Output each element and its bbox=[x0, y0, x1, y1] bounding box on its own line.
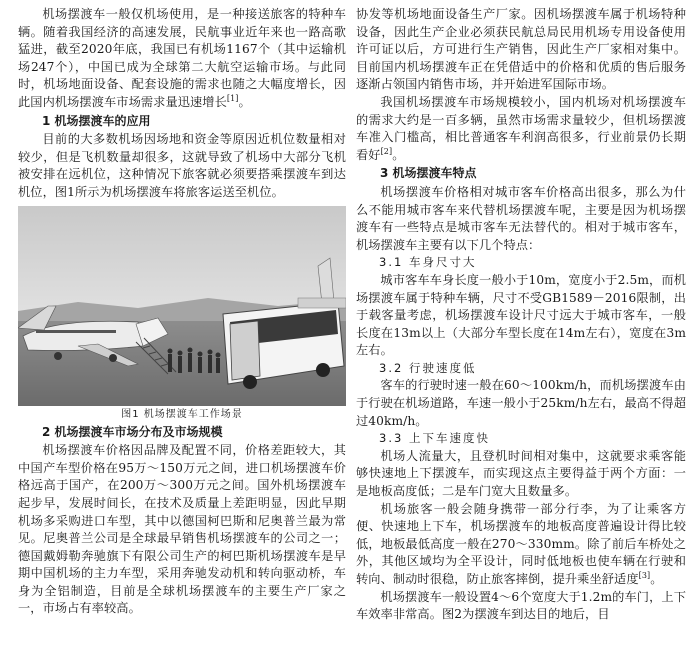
section-3-3-paragraph-1: 机场人流量大，且登机时间相对集中，这就要求乘客能够快速地上下摆渡车，而实现这点主要得益于两个方面：一是地板高度低；二是车门宽大且数量多。 bbox=[356, 448, 686, 499]
section-3-2-paragraph: 客车的行驶时速一般在60～100km/h，而机场摆渡车由于行驶在机场道路，车速一般小于25km/h左右，最高不得超过40km/h。 bbox=[356, 378, 686, 428]
section-3-2-heading: 3.2 行驶速度低 bbox=[379, 360, 477, 375]
section-1-heading: 1 机场摆渡车的应用 bbox=[42, 113, 151, 128]
figure-1-caption: 图1 机场摆渡车工作场景 bbox=[121, 408, 243, 420]
right-column bbox=[356, 6, 686, 624]
section-3-3-heading: 3.3 上下车速度快 bbox=[379, 431, 490, 446]
citation-3: [3] bbox=[638, 570, 651, 580]
section-3-3-paragraph-3: 机场摆渡车一般设置4～6个宽度大于1.2m的车门，上下车效率非常高。图2为摆渡车到达目的地后，目 bbox=[356, 589, 686, 622]
continued-paragraph: 协发等机场地面设备生产厂家。因机场摆渡车属于机场特种设备，因此生产企业必须获民航总局民用机场专用设备使用许可证以后，方可进行生产销售，因此生产厂家相对集中。目前国内机场摆渡车正在凭借适中的价格和优质的售后服务逐渐占领国内销售市场，并开始进军国际市场。 bbox=[356, 7, 686, 92]
market-paragraph: 我国机场摆渡车市场规模较小，国内机场对机场摆渡车的需求大约是一百多辆，虽然市场需求量较少，但机场摆渡车准入门槛高，相比普通客车利润高很多，行业前景仍长期看好[2]。 bbox=[356, 94, 686, 162]
left-column bbox=[18, 6, 346, 618]
section-3-paragraph: 机场摆渡车价格相对城市客车价格高出很多，那么为什么不能用城市客车来代替机场摆渡车呢，主要是因为机场摆渡车有一些特点是城市客车无法替代的。相对于城市客车，机场摆渡车主要有以下几个特点： bbox=[356, 184, 686, 252]
intro-paragraph: 机场摆渡车一般仅机场使用，是一种接送旅客的特种车辆。随着我国经济的高速发展，民航事业近年来也一路高歌猛进，截至2020年底，我国已有机场1167个（其中运输机场247个），中国已成为全球第二大航空运输市场。与此同时，机场地面设备、配套设施的需求也随之大幅度增长，因此国内机场摆渡车市场需求量迅速增长[1]。 bbox=[18, 7, 346, 109]
section-3-3-paragraph-2: 机场旅客一般会随身携带一部分行李，为了让乘客方便、快速地上下车，机场摆渡车的地板高度普遍设计得比较低，地板最低高度一般在270～330mm。除了前后车桥处之外，其他区域均为全平设计，同时低地板也使车辆在行驶和转向、制动时很稳，防止旅客摔倒，提升乘坐舒适度[3]。 bbox=[356, 501, 686, 586]
section-2-heading: 2 机场摆渡车市场分布及市场规模 bbox=[42, 424, 223, 439]
citation-1: [1] bbox=[226, 93, 239, 103]
figure-1-photo bbox=[18, 206, 346, 406]
citation-2: [2] bbox=[380, 146, 393, 156]
airport-shuttle-photo bbox=[18, 206, 346, 406]
section-1-paragraph: 目前的大多数机场因场地和资金等原因近机位数量相对较少，但是飞机数量却很多，这就导致了机场中大部分飞机被安排在远机位，这种情况下旅客就必须要搭乘摆渡车到达机位，图1所示为机场摆渡车将旅客运送至机位。 bbox=[18, 132, 346, 199]
section-3-1-heading: 3.1 车身尺寸大 bbox=[379, 255, 477, 270]
section-3-heading: 3 机场摆渡车特点 bbox=[380, 166, 477, 181]
section-2-paragraph: 机场摆渡车价格因品牌及配置不同，价格差距较大，其中国产车型价格在95万～150万元之间，进口机场摆渡车价格远高于国产，在200万～300万元之间。国外机场摆渡车起步早，发展时间长，在技术及质量上差距明显，因此早期机场多采购进口车型，其中以德国柯巴斯和尼奥普兰最为常见。尼奥普兰公司是全球最早销售机场摆渡车的公司之一；德国戴姆勒奔驰旗下有限公司生产的柯巴斯机场摆渡车是早期中国机场的主力车型，采用奔驰发动机和转向驱动桥，车身为全铝制造，目前是全球机场摆渡车的主要生产厂家之一，市场占有率较高。 bbox=[18, 443, 346, 616]
section-3-1-paragraph: 城市客车车身长度一般小于10m，宽度小于2.5m，而机场摆渡车属于特种车辆，尺寸不受GB1589－2016限制，出于载客量考虑，机场摆渡车设计尺寸远大于城市客车，一般长度在13m以上（大部分车型长度在14m左右），宽度在3m左右。 bbox=[356, 272, 686, 358]
